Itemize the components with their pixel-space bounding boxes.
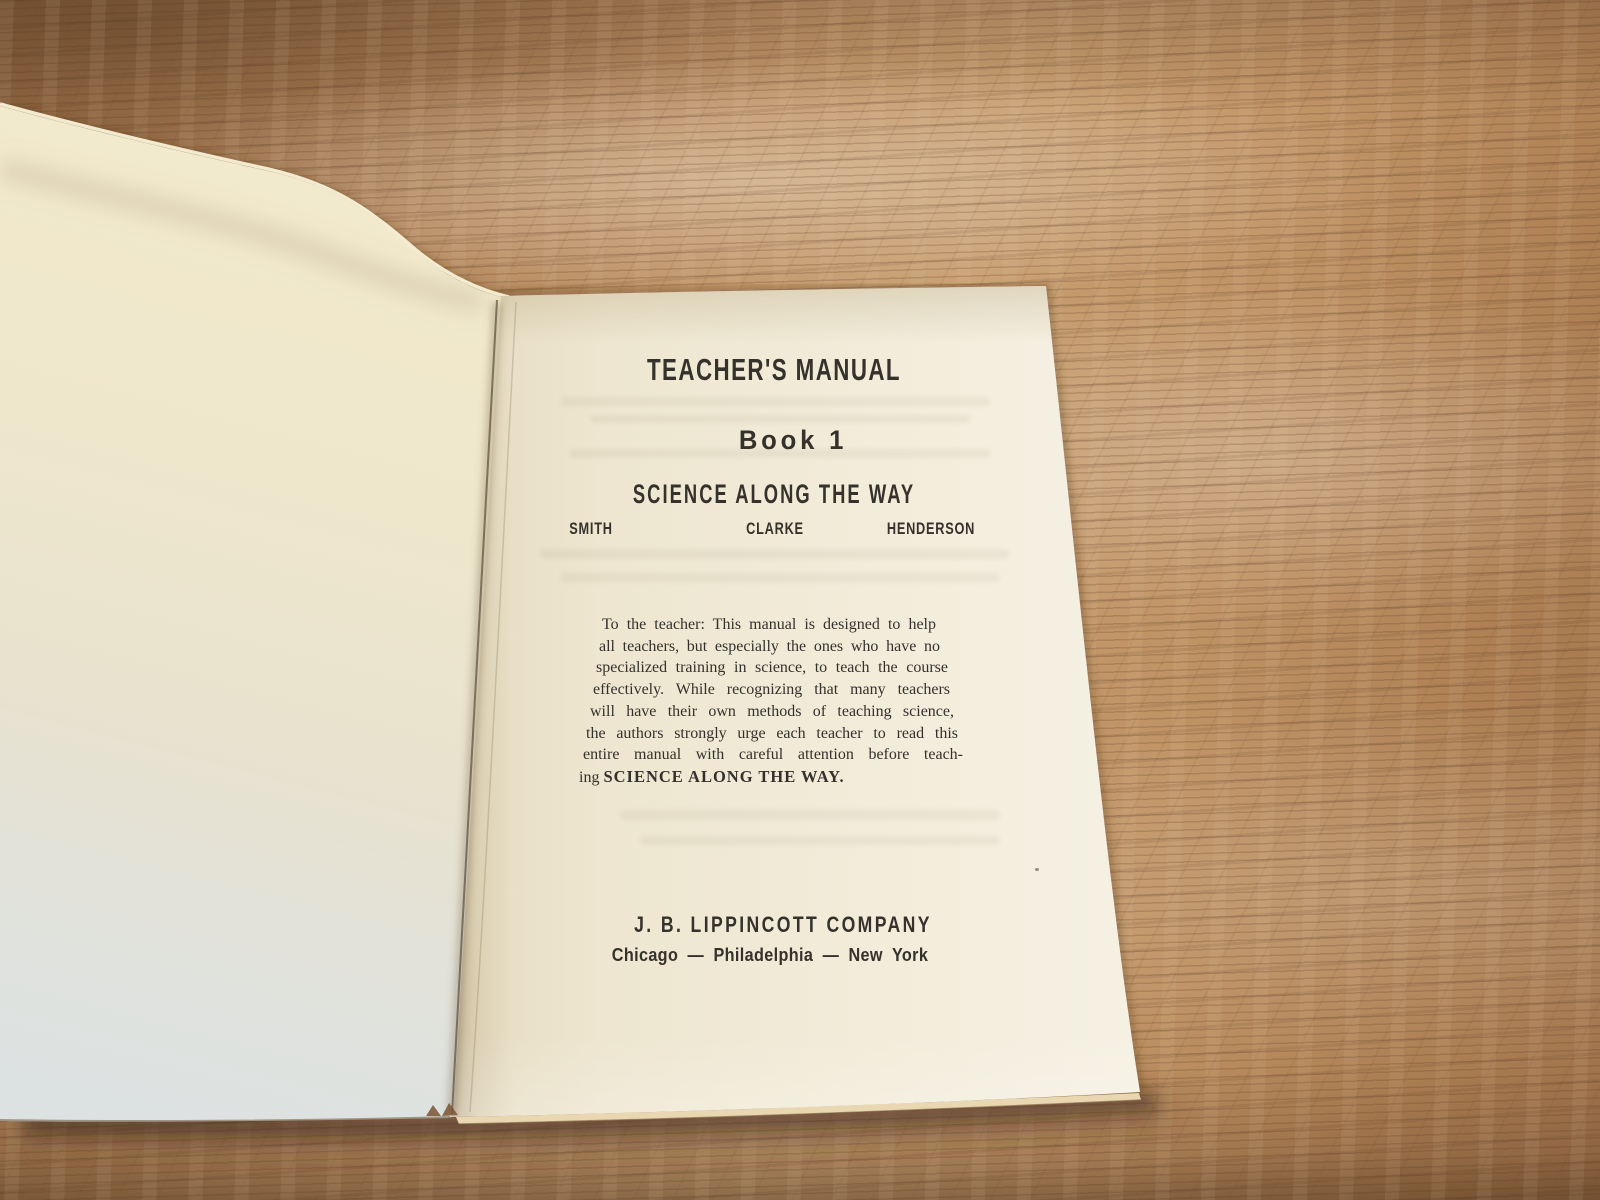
author-name-smith: SMITH (569, 519, 613, 538)
paper-speck (1035, 868, 1039, 871)
note-line: the authors strongly urge each teacher to read this (586, 725, 958, 742)
series-title: SCIENCE ALONG THE WAY (632, 479, 916, 509)
show-through-ghosting (640, 836, 1000, 845)
note-line: To the teacher: This manual is designed to help (602, 616, 936, 633)
show-through-ghosting (590, 415, 970, 423)
show-through-ghosting (560, 573, 1000, 582)
note-line: entire manual with careful attention before teach- (583, 746, 963, 763)
show-through-ghosting (620, 810, 1000, 820)
publisher-name: J. B. LIPPINCOTT COMPANY (634, 912, 932, 937)
author-name-clarke: CLARKE (746, 519, 804, 538)
note-last-line-start: ing (579, 769, 604, 786)
note-line: all teachers, but especially the ones who have no (599, 638, 940, 655)
show-through-ghosting (560, 397, 990, 406)
book-number: Book 1 (738, 425, 848, 455)
page-title: TEACHER'S MANUAL (646, 352, 902, 387)
author-name-henderson: HENDERSON (886, 519, 976, 538)
note-line: will have their own methods of teaching science, (590, 703, 954, 720)
left-cover-endpaper (0, 106, 510, 1122)
note-last-line (579, 766, 845, 788)
publisher-cities: Chicago — Philadelphia — New York (611, 945, 929, 965)
show-through-ghosting (540, 549, 1010, 559)
title-page-content (500, 287, 1048, 1127)
note-line: specialized training in science, to teach the course (596, 659, 948, 676)
note-line: effectively. While recognizing that many teachers (593, 681, 950, 698)
note-last-line-emphasis: SCIENCE ALONG THE WAY. (603, 767, 845, 786)
